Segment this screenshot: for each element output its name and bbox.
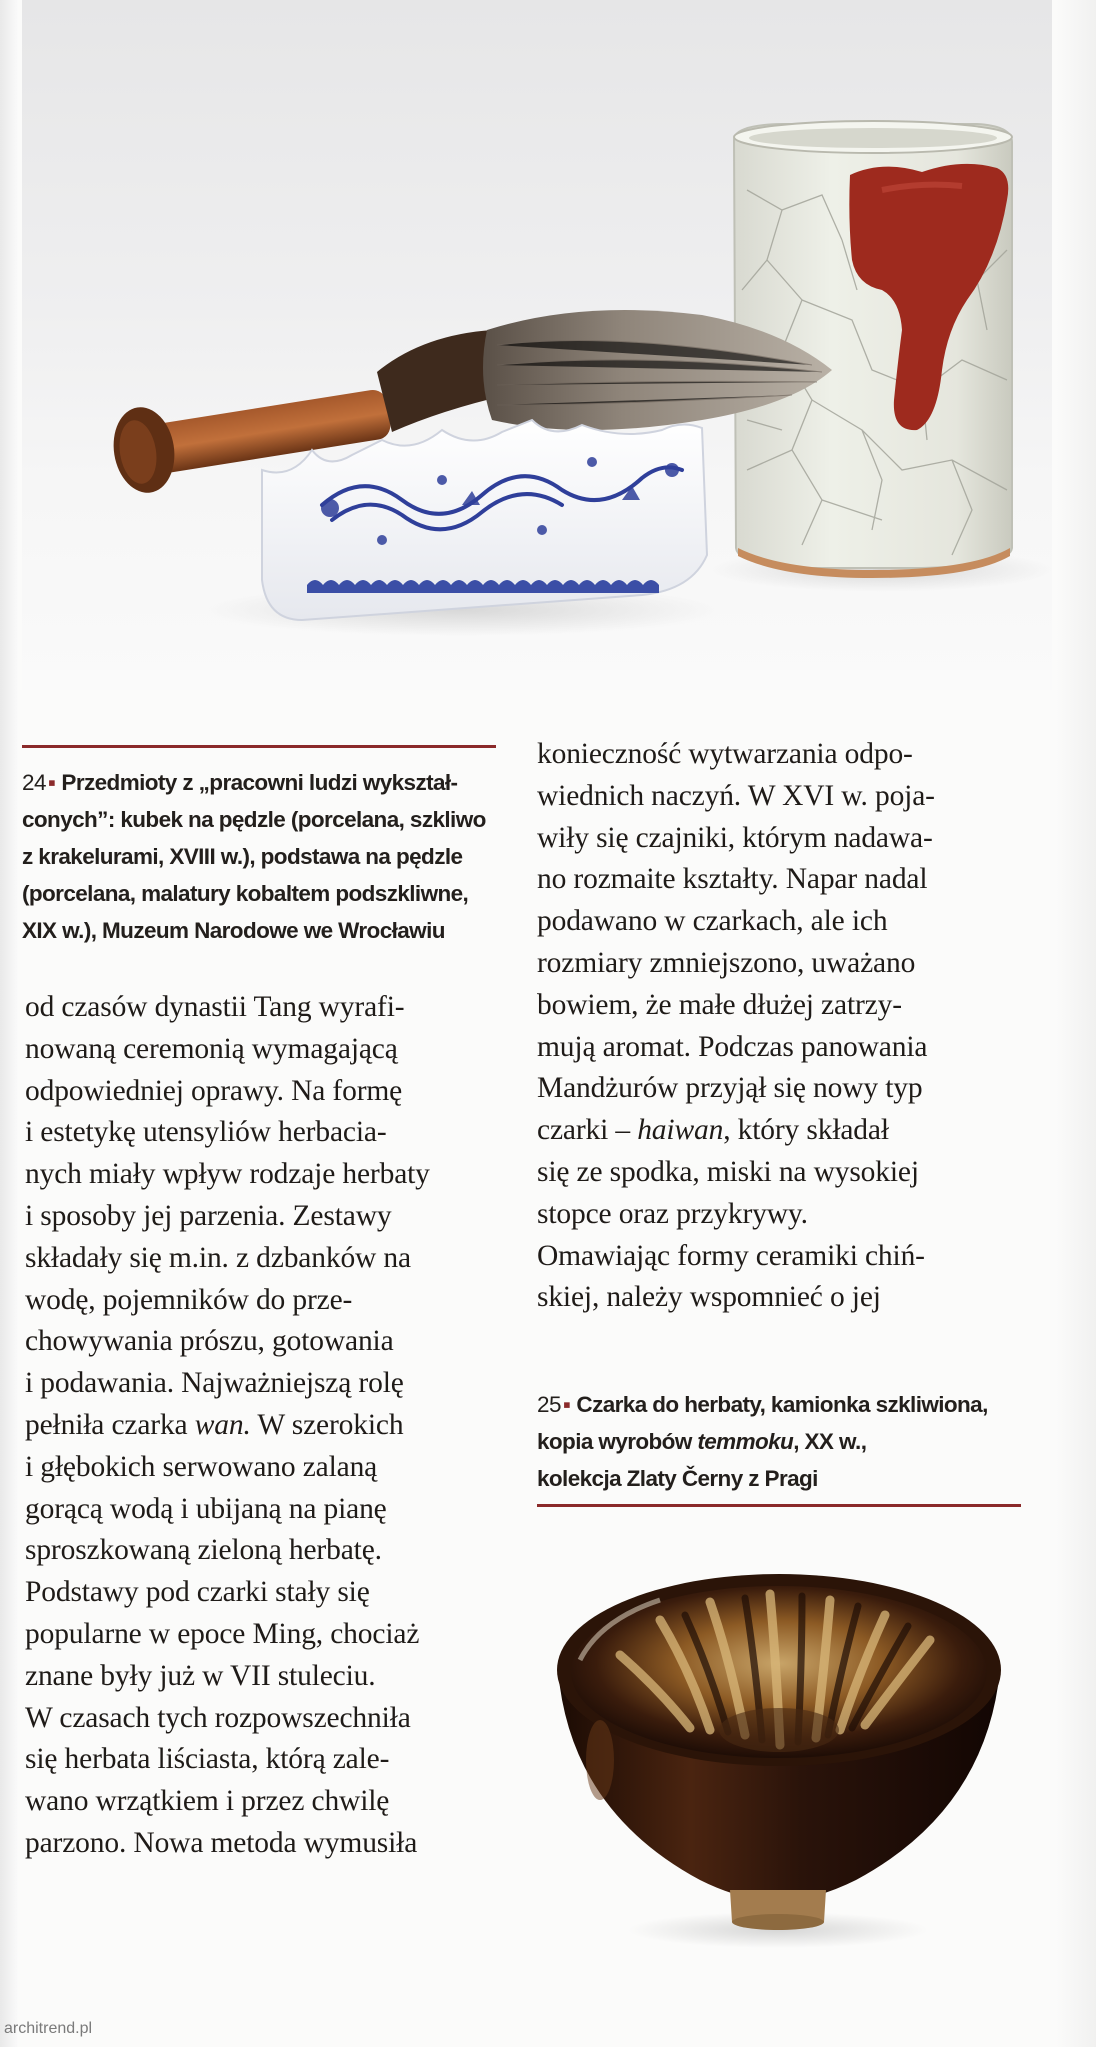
caption-line: conych”: kubek na pędzle (porcelana, szkliwo — [22, 807, 486, 832]
brush-and-cup-photo — [22, 0, 1052, 690]
text-line: i podawania. Najważniejszą rolę — [25, 1367, 404, 1400]
text-line: wano wrzątkiem i przez chwilę — [25, 1785, 390, 1818]
text-line: Mandżurów przyjął się nowy typ — [537, 1072, 923, 1105]
text-line: konieczność wytwarzania odpo- — [537, 738, 913, 770]
page-edge — [0, 0, 18, 2047]
text-line: parzono. Nowa metoda wymusiła — [25, 1826, 418, 1859]
figure-number: 25 — [537, 1392, 562, 1417]
text-line: i głębokich serwowano zalaną — [25, 1450, 378, 1483]
tea-bowl-illustration — [540, 1560, 1030, 1960]
text-line: od czasów dynastii Tang wyrafi- — [25, 991, 405, 1023]
text-line-wan — [25, 1405, 505, 1447]
brush-and-cup-illustration — [22, 0, 1052, 690]
text-line: skiej, należy wspomnieć o jej — [537, 1281, 881, 1314]
text-line: nowaną ceremonią wymagającą — [25, 1032, 398, 1065]
caption-line: Czarka do herbaty, kamionka szkliwiona, — [576, 1392, 988, 1417]
text-line: nych miały wpływ rodzaje herbaty — [25, 1158, 430, 1191]
text-fragment: , który składał — [723, 1114, 889, 1147]
text-line: się ze spodka, miski na wysokiej — [537, 1155, 919, 1188]
text-line: mują aromat. Podczas panowania — [537, 1030, 928, 1063]
figure-number: 24 — [22, 770, 47, 795]
bullet-icon: ▪ — [563, 1392, 571, 1417]
text-line: i estetykę utensyliów herbacia- — [25, 1116, 387, 1149]
text-line: składały się m.in. z dzbanków na — [25, 1241, 411, 1274]
text-line: sproszkowaną zieloną herbatę. — [25, 1534, 382, 1567]
text-line: rozmiary zmniejszono, uważano — [537, 946, 916, 979]
italic-term: haiwan — [637, 1114, 724, 1147]
caption-line: XIX w.), Muzeum Narodowe we Wrocławiu — [22, 918, 445, 943]
caption-rule-25 — [537, 1504, 1021, 1507]
text-line: się herbata liściasta, którą zale- — [25, 1743, 390, 1776]
text-line: bowiem, że małe dłużej zatrzy- — [537, 988, 902, 1021]
temmoku-bowl-photo — [540, 1560, 1030, 1960]
text-line: Podstawy pod czarki stały się — [25, 1576, 370, 1609]
text-fragment: czarki – — [537, 1114, 638, 1147]
blue-white-brush-rest — [262, 420, 707, 620]
caption-rule-24 — [22, 745, 496, 748]
caption-line: (porcelana, malatury kobaltem podszkliwne, — [22, 881, 469, 906]
text-line: wiły się czajniki, którym nadawa- — [537, 821, 933, 854]
right-text-column — [537, 734, 1037, 1319]
text-line: znane były już w VII stuleciu. — [25, 1659, 376, 1692]
bullet-icon: ▪ — [48, 770, 56, 795]
caption-line: kolekcja Zlaty Černy z Pragi — [537, 1466, 818, 1491]
left-text-column — [25, 987, 505, 1865]
text-fragment: pełniła czarka — [25, 1408, 195, 1441]
text-line: wodę, pojemników do prze- — [25, 1283, 353, 1316]
text-line: W czasach tych rozpowszechniła — [25, 1701, 411, 1734]
caption-line: Przedmioty z „pracowni ludzi wykształ- — [61, 770, 458, 795]
text-line: chowywania prószu, gotowania — [25, 1325, 394, 1358]
caption-line: kopia wyrobów — [537, 1429, 698, 1454]
text-line: i sposoby jej parzenia. Zestawy — [25, 1199, 392, 1232]
caption-line: , XX w., — [793, 1429, 867, 1454]
text-line: odpowiedniej oprawy. Na formę — [25, 1074, 403, 1107]
figure-24-caption — [22, 764, 502, 949]
text-fragment: W szerokich — [250, 1408, 404, 1441]
figure-25-caption — [537, 1386, 1037, 1497]
text-line: podawano w czarkach, ale ich — [537, 905, 888, 938]
italic-term: wan. — [194, 1408, 251, 1441]
text-line: Omawiając formy ceramiki chiń- — [537, 1239, 925, 1272]
caption-line: z krakelurami, XVIII w.), podstawa na pędzle — [22, 844, 463, 869]
text-line-haiwan — [537, 1110, 1037, 1152]
text-line: gorącą wodą i ubijaną na pianę — [25, 1492, 387, 1525]
text-line: wiednich naczyń. W XVI w. poja- — [537, 779, 935, 812]
watermark: architrend.pl — [4, 2020, 93, 2037]
page-edge-right — [1056, 0, 1096, 2047]
text-line: popularne w epoce Ming, chociaż — [25, 1617, 420, 1650]
text-line: stopce oraz przykrywy. — [537, 1197, 808, 1230]
text-line: no rozmaite kształty. Napar nadal — [537, 863, 928, 896]
italic-term: temmoku — [697, 1429, 794, 1454]
